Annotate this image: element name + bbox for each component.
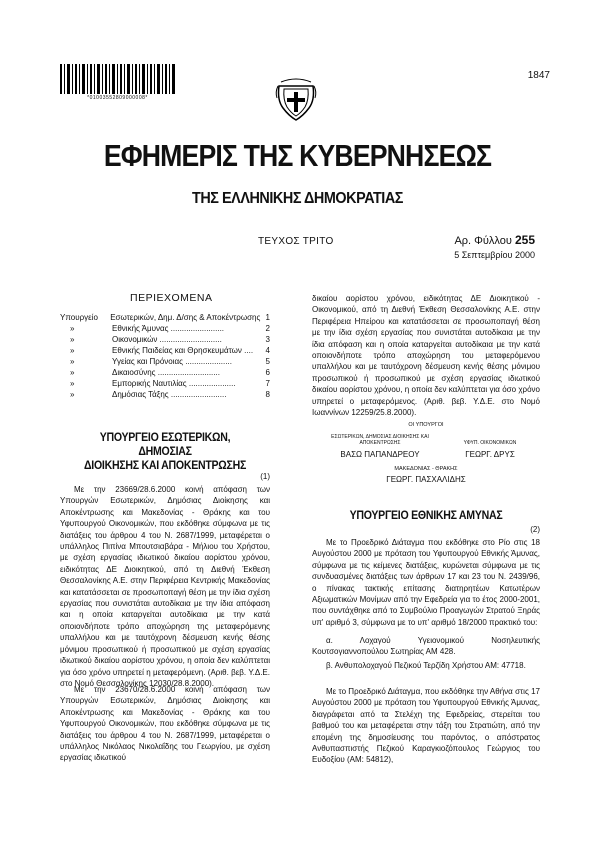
toc-ministry: Υπουργείο (60, 313, 98, 322)
toc-page: 7 (265, 379, 270, 388)
signature-center-name: ΓΕΩΡΓ. ΠΑΣΧΑΛΙΔΗΣ (386, 475, 466, 484)
section-1-paragraph-2 (60, 684, 270, 789)
toc-heading: ΠΕΡΙΕΧΟΜΕΝΑ (130, 292, 213, 304)
toc-label: Εθνικής Άμυνας ........................ (112, 324, 225, 333)
section-1-paragraph-1 (60, 484, 270, 688)
section-2-title: ΥΠΟΥΡΓΕΙΟ ΕΘΝΙΚΗΣ ΑΜΥΝΑΣ (349, 508, 503, 522)
section-2-paragraph-2 (312, 686, 540, 790)
toc-ministry: » (70, 390, 75, 399)
toc-page: 1 (265, 313, 270, 322)
section-title-line: ΔΙΟΙΚΗΣΗΣ ΚΑΙ ΑΠΟΚΕΝΤΡΩΣΗΣ (83, 458, 247, 472)
toc-row[interactable] (60, 312, 270, 323)
toc-label: Οικονομικών ............................ (112, 335, 222, 344)
toc-page: 3 (265, 335, 270, 344)
sheet-label: Αρ. Φύλλου (454, 235, 512, 247)
paragraph-text: δικαίου αορίστου χρόνου, ειδικότητας ΔΕ Διοικητικού - Οικονομικού, από τη Διεθνή Έκθεση Θεσσαλονίκης Α.Ε. στην Περιφέρεια Ηπείρου και κατατάσσεται σε προσωποπαγή θέση με την ίδια σχέση εργασίας που συνιστάται αυτοδίκαια με την ίδια απόφαση και η οποία καταργείται αυτοδίκαια με την κατά οποιονδήποτε τρόπο αποχώρηση του μεταφερόμενου υπαλλήλου και με ταυτόχρονη δέσμευση κενής θέσης μόνιμου προσωπικού ή προσωπικού με σχέση εργασίας ιδιωτικού δικαίου αορίστου χρόνου, η οποία δεν καλύπτεται για όσο χρόνο υπηρετεί ο μεταφερόμενος. (Αριθ. βεβ. Υ.Δ.Ε. στο Νομό Ιωαννίνων 12259/25.8.2000). (312, 294, 540, 418)
toc-ministry: » (70, 368, 75, 377)
toc-page: 4 (265, 346, 270, 355)
sheet-number (454, 233, 535, 247)
continued-paragraph (312, 293, 540, 418)
sheet-value: 255 (514, 233, 535, 247)
section-2-paragraph-1 (312, 537, 540, 629)
toc-row[interactable] (60, 323, 270, 334)
issue-type: ΤΕΥΧΟΣ ΤΡΙΤΟ (258, 236, 334, 247)
toc-page: 2 (265, 324, 270, 333)
toc-row[interactable] (60, 345, 270, 356)
toc-label: Εθνικής Παιδείας και Θρησκευμάτων .... (112, 346, 254, 355)
toc-ministry: » (70, 335, 75, 344)
barcode (60, 64, 175, 94)
toc-row[interactable] (60, 334, 270, 345)
barcode-text: *01003552809000008* (87, 95, 148, 101)
signatures-heading: ΟΙ ΥΠΟΥΡΓΟΙ (408, 422, 444, 428)
section-2-item-a (312, 635, 540, 658)
gazette-subtitle: ΤΗΣ ΕΛΛΗΝΙΚΗΣ ΔΗΜΟΚΡΑΤΙΑΣ (191, 190, 404, 207)
signature-right-name: ΓΕΩΡΓ. ΔΡΥΣ (465, 450, 515, 459)
toc-ministry: » (70, 357, 75, 366)
gazette-title: ΕΦΗΜΕΡΙΣ ΤΗΣ ΚΥΒΕΡΝΗΣΕΩΣ (103, 138, 492, 173)
signature-left-name: ΒΑΣΩ ΠΑΠΑΝΔΡΕΟΥ (340, 450, 420, 459)
toc-page: 8 (265, 390, 270, 399)
toc-label: Εμπορικής Ναυτιλίας ..................... (112, 379, 236, 388)
paragraph-text: α. Λοχαγού Υγειονομικού Νοσηλευτικής Κουτσογιαννοπούλου Σωτηρίας ΑΜ 428. (312, 636, 540, 657)
paragraph-text: Με το Προεδρικό Διάταγμα που εκδόθηκε στο Ρίο στις 18 Αυγούστου 2000 με πρόταση του Υφυπουργού Εθνικής Άμυνας, σύμφωνα με τις κείμενες διατάξεις, κυρώνεται σύμφωνα με τις συνδυασμένες διατάξεις των άρθρων 17 και 23 του Ν. 2439/96, ο πίνακας τακτικής επίτασης διατηρητέων Κατωτέρων Αξιωματικών Μονίμων από την Εφεδρεία για το έτος 2000-2001, που συντάχθηκε από το Συμβούλιο Προαγωγών Στρατού Ξηράς υπ' αριθμό 3, σύμφωνα με το υπ' αριθμό 18/2000 πρακτικό του: (312, 538, 540, 627)
toc-page: 5 (265, 357, 270, 366)
section-number: (1) (260, 472, 270, 481)
section-number: (2) (530, 525, 540, 534)
paragraph-text: Με την 23670/28.6.2000 κοινή απόφαση των Υπουργών Εσωτερικών, Δημόσιας Διοίκησης και Αποκέντρωσης και Μακεδονίας - Θράκης και του Υφυπουργού Οικονομικών, που εκδόθηκε σύμφωνα με τις διατάξεις του άρθρου 4 του Ν. 2687/1999, μεταφέρεται ο υπάλληλος Νικόλαος Νικολαΐδης του Γεωργίου, με σχέση εργασίας ιδιωτικού (60, 685, 270, 763)
toc-row[interactable] (60, 389, 270, 400)
section-2-item-b (312, 660, 540, 671)
coat-of-arms-icon (275, 78, 317, 122)
table-of-contents (60, 312, 270, 400)
toc-label: Υγείας και Πρόνοιας ..................... (112, 357, 232, 366)
toc-page: 6 (265, 368, 270, 377)
toc-label: Δικαιοσύνης ............................ (112, 368, 220, 377)
signature-right-role: ΥΦΥΠ. ΟΙΚΟΝΟΜΙΚΩΝ (463, 440, 517, 446)
signature-left-role: ΕΣΩΤΕΡΙΚΩΝ, ΔΗΜΟΣΙΑΣ ΔΙΟΙΚΗΣΗΣ ΚΑΙ ΑΠΟΚΕΝΤΡΩΣΗΣ (331, 434, 429, 446)
section-title-line: ΥΠΟΥΡΓΕΙΟ ΕΣΩΤΕΡΙΚΩΝ, ΔΗΜΟΣΙΑΣ (99, 430, 231, 458)
toc-ministry: » (70, 346, 75, 355)
toc-row[interactable] (60, 367, 270, 378)
toc-row[interactable] (60, 378, 270, 389)
issue-date: 5 Σεπτεμβρίου 2000 (454, 250, 535, 260)
page-number: 1847 (527, 70, 550, 81)
toc-ministry: » (70, 324, 75, 333)
paragraph-text: Με την 23669/28.6.2000 κοινή απόφαση των Υπουργών Εσωτερικών, Δημόσιας Διοίκησης και Αποκέντρωσης και Μακεδονίας - Θράκης και του Υφυπουργού Οικονομικών, που εκδόθηκε σύμφωνα με τις διατάξεις του άρθρου 4 του Ν. 2687/1999, μεταφέρεται ο υπάλληλος Πιπίνα Μπουτσιαβάρα - Μήλιου του Χρήστου, με σχέση εργασίας ιδιωτικού δικαίου αορίστου χρόνου, ειδικότητας ΔΕ Διοικητικού, από τη Διεθνή Έκθεση Θεσσαλονίκης Α.Ε. στην Περιφέρεια Κεντρικής Μακεδονίας και κατατάσσεται σε προσωποπαγή θέση με την ίδια σχέση εργασίας που συνιστάται αυτοδίκαια με την ίδια απόφαση και η οποία καταργείται αυτοδίκαια με την κατά οποιονδήποτε τρόπο αποχώρηση της μεταφερόμενης υπαλλήλου και με ταυτόχρονη δέσμευση κενής θέσης μόνιμου προσωπικού ή προσωπικού με σχέση εργασίας ιδιωτικού δικαίου αορίστου χρόνου, η οποία δεν καλύπτεται για όσο χρόνο υπηρετεί η μεταφερόμενη. (Αριθ. βεβ. Υ.Δ.Ε. στο Νομό Θεσσαλονίκης 12030/28.8.2000). (60, 485, 270, 688)
paragraph-text: β. Ανθυπολοχαγού Πεζικού Τερζίδη Χρήστου ΑΜ: 47718. (326, 661, 526, 670)
toc-ministry: » (70, 379, 75, 388)
signature-center-role: ΜΑΚΕΔΟΝΙΑΣ - ΘΡΑΚΗΣ (394, 466, 458, 472)
toc-row[interactable] (60, 356, 270, 367)
paragraph-text: Με το Προεδρικό Διάταγμα, που εκδόθηκε την Αθήνα στις 17 Αυγούστου 2000 με πρόταση του Υφυπουργού Εθνικής Άμυνας, διαγράφεται από τα Στελέχη της Εφεδρείας, στερείται του βαθμού του και μεταφέρεται στην τάξη του Στρατιώτη, από την επομένη της δημοσίευσης του παρόντος, ο απόστρατος Ανθυπασπιστής Πεζικού Καραγκιοζόπουλος Γεώργιος του Ευδοξίου (ΑΜ: 54812), (312, 687, 540, 765)
section-1-title (60, 430, 270, 472)
toc-label: Δημόσιας Τάξης ......................... (112, 390, 227, 399)
toc-label: Εσωτερικών, Δημ. Δ/σης & Αποκέντρωσης (110, 313, 261, 322)
